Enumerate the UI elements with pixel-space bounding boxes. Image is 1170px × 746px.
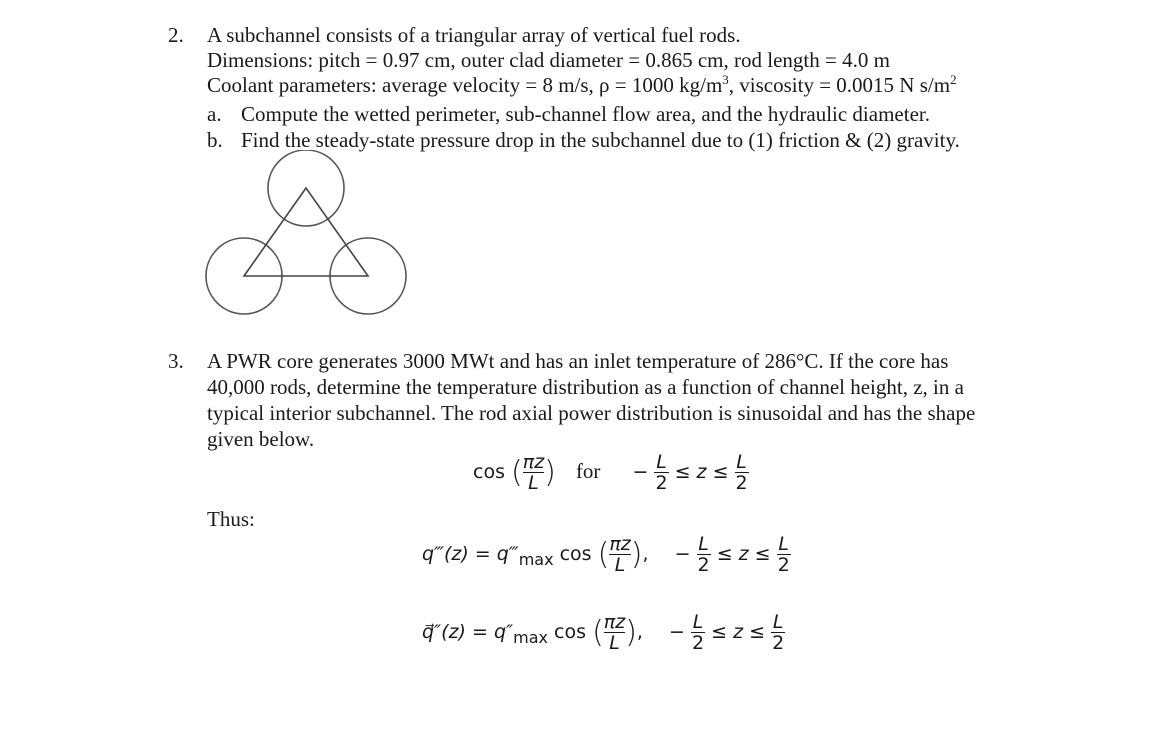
minus-sign: −: [632, 461, 649, 483]
problem-2-intro: A subchannel consists of a triangular array of vertical fuel rods.: [207, 23, 741, 47]
q3-half-den: 2: [697, 554, 710, 576]
q2-half-num-2: L: [772, 611, 784, 633]
q3-comma: ,: [642, 543, 649, 565]
fraction-denominator: L: [523, 472, 544, 493]
q3-half-den-2: 2: [777, 554, 790, 576]
q2-numerator: πz: [603, 611, 626, 633]
q2-comma: ,: [636, 621, 643, 643]
q3-cos: cos: [559, 543, 592, 565]
part-a-text: Compute the wetted perimeter, sub-channel flow area, and the hydraulic diameter.: [241, 102, 930, 126]
subchannel-triangle: [244, 188, 368, 276]
problem-3-line-4: given below.: [207, 427, 315, 451]
coolant-exponent-1: 3: [722, 72, 729, 87]
q2-minus: −: [669, 621, 685, 643]
problem-3-line-1: A PWR core generates 3000 MWt and has an inlet temperature of 286°C. If the core has: [207, 349, 949, 373]
fraction-piz-over-l: [523, 452, 544, 493]
q3-half-num-2: L: [778, 533, 789, 555]
coolant-suffix: , viscosity = 0.0015 N s/m: [728, 73, 951, 97]
problem-2-coolant: [207, 72, 957, 98]
half-denominator-2: 2: [735, 472, 748, 494]
half-numerator-2: L: [736, 451, 747, 473]
problem-3-number: 3.: [168, 349, 184, 373]
problem-3-line-2: 40,000 rods, determine the temperature distribution as a function of channel height, z, in a: [207, 375, 964, 399]
q3-range: ≤ z ≤: [716, 543, 771, 565]
equation-q-double-prime: q⃗″(z) = $q''_{max}$ cos ( $\frac{\pi z}{L}$ ), − $\frac{L}{2}$ ≤ z ≤ $\frac{L}{2}$: [422, 611, 785, 654]
for-text: for: [575, 459, 601, 483]
part-b-label: b.: [207, 128, 223, 152]
q3-numerator: πz: [609, 533, 631, 555]
q2-lhs: q⃗″(z) = q″: [422, 621, 514, 643]
coolant-prefix: Coolant parameters: average velocity = 8 m/s, ρ = 1000 kg/m: [207, 73, 723, 97]
subchannel-diagram: [200, 150, 420, 320]
q3-denominator: L: [609, 554, 630, 575]
part-b-text: Find the steady-state pressure drop in the subchannel due to (1) friction & (2) gravity.: [241, 128, 960, 152]
fraction-numerator: πz: [522, 451, 545, 473]
thus-label: Thus:: [207, 507, 255, 531]
half-numerator: L: [656, 451, 667, 473]
q2-half-den: 2: [691, 632, 705, 654]
q2-range: ≤ z ≤: [711, 621, 766, 643]
problem-2-dimensions: Dimensions: pitch = 0.97 cm, outer clad diameter = 0.865 cm, rod length = 4.0 m: [207, 48, 890, 72]
part-a-label: a.: [207, 102, 222, 126]
equation-q-triple-prime: q‴(z) = $q‴_{max}$ cos ( $\frac{\pi z}{L}$ ), − $\frac{L}{2}$ ≤ z ≤ $\frac{L}{2}$: [422, 533, 790, 576]
equation-shape: cos ( $\frac{\pi z}{L}$ ) for − $\frac{L}{2}$ ≤ z ≤ $\frac{L}{2}$: [473, 451, 748, 494]
half-denominator: 2: [655, 472, 668, 494]
q3-max: max: [518, 550, 554, 569]
q2-half-num: L: [692, 611, 704, 633]
coolant-exponent-2: 2: [950, 72, 957, 87]
problem-3-line-3: typical interior subchannel. The rod axial power distribution is sinusoidal and has the shape: [207, 401, 976, 425]
q3-minus: −: [674, 543, 691, 565]
q3-half-num: L: [698, 533, 709, 555]
q2-cos: cos: [554, 621, 587, 643]
range-text: ≤ z ≤: [674, 461, 729, 483]
q2-half-den-2: 2: [772, 632, 785, 654]
problem-2-number: 2.: [168, 23, 184, 47]
q2-denominator: L: [604, 632, 625, 653]
q3-lhs: q‴(z) = q‴: [422, 543, 519, 565]
cos-text: cos: [473, 461, 505, 483]
q2-max: max: [513, 628, 548, 647]
